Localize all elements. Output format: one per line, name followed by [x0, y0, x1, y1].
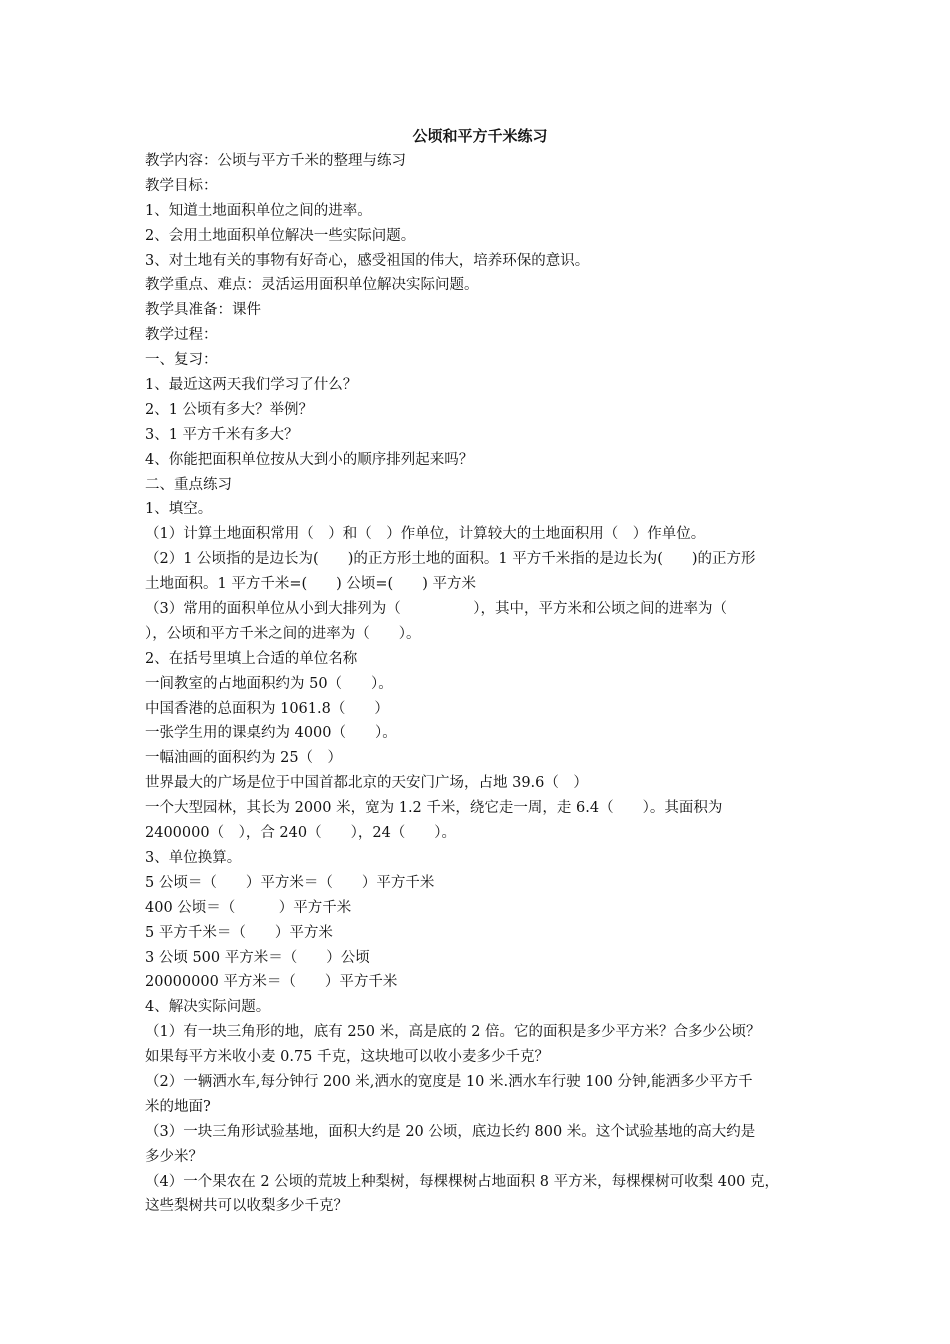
text-line: （2）一辆洒水车,每分钟行 200 米,洒水的宽度是 10 米.洒水车行驶 100 分钟,能洒多少平方千: [145, 1073, 753, 1090]
text-line: 1、填空。: [145, 501, 213, 518]
text-line: （1）计算土地面积常用（ ）和（ ）作单位，计算较大的土地面积用（ ）作单位。: [145, 526, 706, 543]
text-line: 5 平方千米＝（ ）平方米: [145, 924, 333, 941]
text-line: 米的地面?: [145, 1098, 211, 1115]
text-line: 世界最大的广场是位于中国首都北京的天安门广场，占地 39.6（ ）: [145, 775, 588, 792]
document-title: 公顷和平方千米练习: [412, 127, 548, 145]
text-line: 一幅油画的面积约为 25（ ）: [145, 750, 343, 767]
text-line: （2）1 公顷指的是边长为( )的正方形土地的面积。1 平方千米指的是边长为( )的正方形: [145, 551, 756, 568]
text-line: 一间教室的占地面积约为 50（ ）。: [145, 675, 393, 692]
text-line: ），公顷和平方千米之间的进率为（ ）。: [145, 625, 421, 642]
text-line: 这些梨树共可以收梨多少千克？: [145, 1198, 348, 1215]
text-line: 教学内容：公顷与平方千米的整理与练习: [145, 153, 406, 169]
text-line: 2、在括号里填上合适的单位名称: [145, 650, 358, 667]
document-body: [145, 149, 815, 1219]
document-page: [145, 124, 815, 1219]
text-line: 5 公顷＝（ ）平方米＝（ ）平方千米: [145, 874, 435, 891]
text-line: 1、知道土地面积单位之间的进率。: [145, 202, 372, 219]
text-line: 一张学生用的课桌约为 4000（ ）。: [145, 725, 397, 742]
text-line: 4、解决实际问题。: [145, 999, 271, 1016]
text-line: 土地面积。1 平方千米=( ) 公顷=( ) 平方米: [145, 576, 476, 593]
text-line: （1）有一块三角形的地，底有 250 米，高是底的 2 倍。它的面积是多少平方米？合多少公顷？: [145, 1024, 761, 1041]
text-line: 教学具准备：课件: [145, 302, 261, 319]
text-line: 400 公顷＝（ ）平方千米: [145, 899, 352, 916]
text-line: 2、1 公顷有多大？举例？: [145, 401, 314, 418]
text-line: 二、重点练习: [145, 476, 232, 493]
text-line: 3、对土地有关的事物有好奇心，感受祖国的伟大，培养环保的意识。: [145, 252, 590, 269]
text-line: （3）常用的面积单位从小到大排列为（ ），其中，平方米和公顷之间的进率为（: [145, 601, 727, 618]
text-line: 2、会用土地面积单位解决一些实际问题。: [145, 227, 416, 244]
text-line: 多少米？: [145, 1148, 203, 1165]
text-line: 如果每平方米收小麦 0.75 千克，这块地可以收小麦多少千克？: [145, 1049, 550, 1066]
text-line: 3、单位换算。: [145, 849, 242, 866]
text-line: 教学过程：: [145, 327, 218, 344]
text-line: 4、你能把面积单位按从大到小的顺序排列起来吗？: [145, 451, 474, 468]
text-line: 1、最近这两天我们学习了什么？: [145, 377, 358, 394]
text-line: 3、1 平方千米有多大？: [145, 426, 299, 443]
text-line: （4）一个果农在 2 公顷的荒坡上种梨树，每棵棵树占地面积 8 平方米，每棵棵树可收梨 400 克，: [145, 1173, 780, 1190]
text-line: 20000000 平方米＝（ ）平方千米: [145, 974, 398, 991]
text-line: 一、复习：: [145, 352, 218, 369]
text-line: 教学重点、难点：灵活运用面积单位解决实际问题。: [145, 277, 479, 294]
text-line: 中国香港的总面积为 1061.8（ ）: [145, 700, 389, 717]
text-line: 教学目标：: [145, 177, 218, 194]
text-line: （3）一块三角形试验基地，面积大约是 20 公顷，底边长约 800 米。这个试验基地的高大约是: [145, 1123, 756, 1140]
text-line: 一个大型园林，其长为 2000 米，宽为 1.2 千米，绕它走一周，走 6.4（ ）。其面积为: [145, 800, 723, 817]
text-line: 2400000（ ），合 240（ ），24（ ）。: [145, 825, 457, 842]
text-line: 3 公顷 500 平方米＝（ ）公顷: [145, 949, 370, 966]
